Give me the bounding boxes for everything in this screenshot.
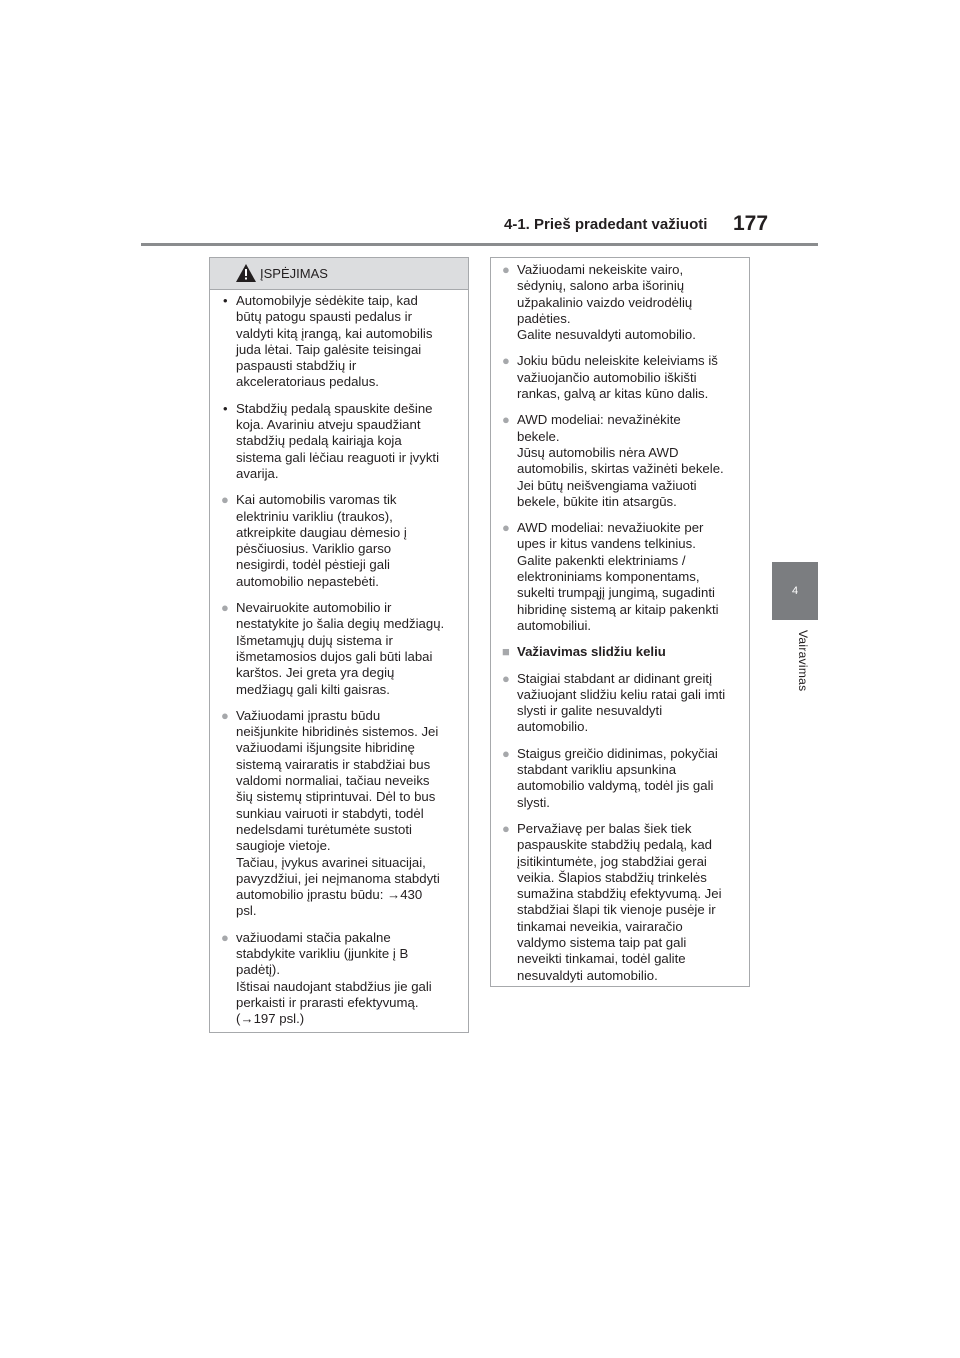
list-item (499, 262, 741, 343)
text-line: važiuojant slidžiu keliu ratai gali imti (517, 686, 726, 702)
text-line: Važiuodami įprastu būdu (236, 707, 381, 723)
text-line: elektriniu varikliu (traukos), (236, 508, 393, 524)
list-item (499, 353, 741, 402)
text-line: padėties. (517, 310, 571, 326)
text-line: stabdykite varikliu (įjunkite į B (236, 945, 409, 961)
text-line: automobilio įprastu būdu: →430 (236, 887, 423, 903)
text-line: Pervažiavę per balas šiek tiek (517, 820, 692, 836)
text-line: nestatykite jo šalia degių medžiagų. (236, 616, 445, 632)
text-line: rankas, galvą ar kitas kūno dalis. (517, 386, 709, 402)
subsection-heading (499, 644, 741, 660)
text-line: elektroniniams komponentams, (517, 569, 700, 585)
text-line: Važiavimas slidžiu keliu (517, 644, 666, 660)
circle-bullet-icon: ● (502, 262, 510, 277)
chapter-tab[interactable]: 4 (772, 562, 818, 620)
text-line: pėsčiuosius. Variklio garso (236, 541, 392, 557)
warning-content (210, 290, 468, 1027)
text-line: slysti ir galite nesuvaldyti (517, 703, 663, 719)
text-line: važiuojančio automobilio iškišti (517, 369, 697, 385)
warning-box (209, 257, 469, 1033)
circle-bullet-icon: ● (502, 520, 510, 536)
text-line: sėdynių, salono arba išorinių (517, 278, 685, 294)
circle-bullet-icon: ● (502, 412, 510, 428)
text-line: Stabdžių pedalą spauskite dešine (236, 400, 433, 416)
text-line: padėtį). (236, 962, 280, 978)
chapter-label: Vairavimas (796, 630, 810, 692)
list-item (499, 412, 741, 510)
text-line: valdymo sistema taip pat gali (517, 934, 687, 950)
text-line: bekele. (517, 428, 560, 444)
square-bullet-icon: ■ (502, 644, 510, 660)
bullet-icon: • (223, 400, 228, 416)
text-line: psl. (236, 903, 257, 919)
text-line: AWD modeliai: nevažinėkite (517, 412, 681, 428)
text-line: bekele, būkite itin atsargūs. (517, 493, 677, 509)
text-line: sunkiau vairuoti ir stabdyti, todėl (236, 805, 424, 821)
list-item (499, 671, 741, 736)
text-line: nedelsdami turėtumėte sustoti (236, 821, 412, 837)
text-line: įsitikintumėte, jog stabdžiai gerai (517, 853, 707, 869)
info-content (491, 258, 749, 984)
text-line: sukelti trumpąjį jungimą, sugadinti (517, 585, 715, 601)
text-line: Jūsų automobilis nėra AWD (517, 444, 679, 460)
text-line: automobilis, skirtas važinėti bekele. (517, 461, 724, 477)
text-line: paspausti stabdžių ir (236, 358, 357, 374)
bullet-icon: • (223, 293, 228, 308)
text-line: medžiagų gali kilti gaisras. (236, 681, 390, 697)
text-line: Staigus greičio didinimas, pokyčiai (517, 745, 718, 761)
text-line: Automobilyje sėdėkite taip, kad (236, 293, 418, 308)
text-line: Galite pakenkti elektriniams / (517, 552, 686, 568)
text-line: važiuodami išjungsite hibridinę (236, 740, 415, 756)
text-line: Staigiai stabdant ar didinant greitį (517, 670, 713, 686)
list-item (218, 401, 460, 482)
header-divider (141, 243, 818, 246)
text-line: neišjunkite hibridinės sistemos. Jei (236, 724, 439, 740)
text-line: sistemą vairaratis ir stabdžiai bus (236, 756, 431, 772)
text-line: būtų patogu spausti pedalus ir (236, 309, 412, 325)
warning-header (210, 258, 468, 290)
text-line: hibridinę sistemą ar kitaip pakenkti (517, 601, 719, 617)
text-line: Galite nesuvaldyti automobilio. (517, 327, 696, 343)
text-line: AWD modeliai: nevažiuokite per (517, 520, 704, 536)
list-item (218, 293, 460, 391)
text-line: Išmetamųjų dujų sistema ir (236, 632, 393, 648)
text-line: paspauskite stabdžių pedalą, kad (517, 837, 713, 853)
text-line: atkreipkite daugiau dėmesio į (236, 524, 407, 540)
text-line: nesigirdi, todėl pėstieji gali (236, 557, 390, 573)
text-line: sistema gali lėčiau reaguoti ir įvykti (236, 449, 440, 465)
text-line: akceleratoriaus pedalus. (236, 374, 379, 390)
text-line: automobilio. (517, 719, 589, 735)
text-line: tinkamai neveikia, vairaračio (517, 918, 683, 934)
circle-bullet-icon: ● (502, 670, 510, 686)
text-line: stabdžių pedalą kairiąja koja (236, 433, 402, 449)
text-line: veikia. Šlapios stabdžių trinkelės (517, 869, 707, 885)
list-item (218, 492, 460, 590)
text-line: koja. Avariniu atveju spaudžiant (236, 417, 421, 433)
text-line: važiuodami stačia pakalne (236, 929, 391, 945)
section-title: 4-1. Prieš pradedant važiuoti (504, 216, 708, 233)
text-line: neveikti tinkamai, todėl galite (517, 951, 686, 967)
page-number: 177 (733, 212, 769, 235)
text-line: karštos. Jei greta yra degių (236, 665, 395, 681)
warning-title: ĮSPĖJIMAS (260, 266, 328, 281)
circle-bullet-icon: ● (502, 820, 510, 836)
text-line: (→197 psl.) (236, 1011, 305, 1027)
text-line: stabdant varikliu apsunkina (517, 762, 677, 778)
text-line: pavyzdžiui, jei neįmanoma stabdyti (236, 870, 440, 886)
info-box (490, 257, 750, 987)
text-line: išmetamosios dujos gali būti labai (236, 648, 433, 664)
text-line: sumažina stabdžių efektyvumą. Jei (517, 886, 722, 902)
text-line: šių sistemų stiprintuvai. Dėl to bus (236, 789, 436, 805)
circle-bullet-icon: ● (221, 707, 229, 723)
text-line: slysti. (517, 794, 550, 810)
text-line: automobiliui. (517, 617, 592, 633)
list-item (499, 520, 741, 634)
text-line: užpakalinio vaizdo veidrodėlių (517, 294, 693, 310)
circle-bullet-icon: ● (221, 492, 229, 508)
text-line: nesuvaldyti automobilio. (517, 967, 658, 983)
text-line: perkaisti ir prarasti efektyvumą. (236, 994, 419, 1010)
text-line: automobilio valdymą, todėl jis gali (517, 778, 714, 794)
text-line: Ištisai naudojant stabdžius jie gali (236, 978, 432, 994)
circle-bullet-icon: ● (221, 929, 229, 945)
list-item (499, 746, 741, 811)
text-line: Nevairuokite automobilio ir (236, 600, 392, 616)
list-item (218, 708, 460, 920)
text-line: Tačiau, įvykus avarinei situacijai, (236, 854, 426, 870)
circle-bullet-icon: ● (502, 353, 510, 369)
text-line: Važiuodami nekeiskite vairo, (517, 262, 684, 277)
list-item (218, 600, 460, 698)
text-line: saugioje vietoje. (236, 838, 331, 854)
text-line: avarija. (236, 465, 279, 481)
text-line: automobilio nepastebėti. (236, 573, 379, 589)
text-line: Jei būtų neišvengiama važiuoti (517, 477, 697, 493)
list-item (218, 930, 460, 1028)
circle-bullet-icon: ● (502, 745, 510, 761)
text-line: Jokiu būdu neleiskite keleiviams iš (517, 353, 718, 369)
warning-triangle-icon (236, 264, 256, 282)
text-line: upes ir kitus vandens telkinius. (517, 536, 696, 552)
text-line: stabdžiai šlapi tik vienoje pusėje ir (517, 902, 716, 918)
list-item (499, 821, 741, 984)
text-line: Kai automobilis varomas tik (236, 492, 397, 508)
text-line: valdomi normaliai, tačiau neveiks (236, 773, 430, 789)
text-line: valdyti kitą įrangą, kai automobilis (236, 325, 433, 341)
text-line: juda lėtai. Taip galėsite teisingai (236, 341, 422, 357)
circle-bullet-icon: ● (221, 600, 229, 616)
